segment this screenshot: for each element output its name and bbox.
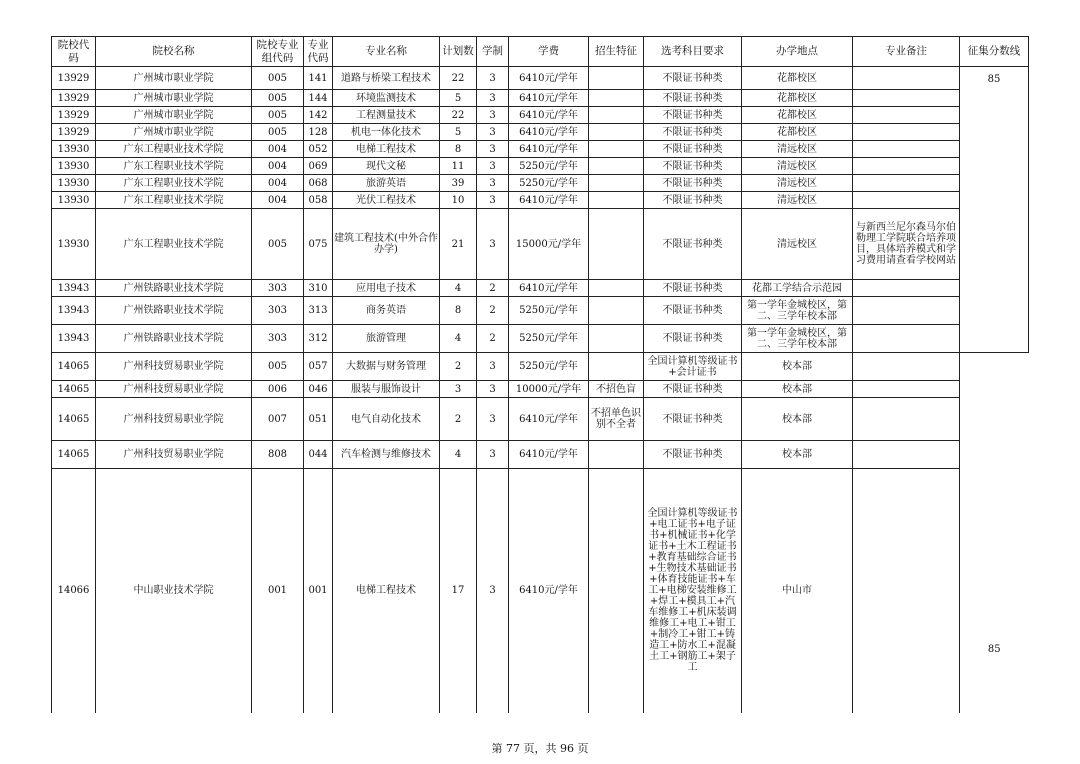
cell-years: 3 xyxy=(477,67,509,90)
table-row xyxy=(52,297,1029,325)
column-header: 专业代码 xyxy=(304,37,333,67)
cell-location: 花都工学结合示范园 xyxy=(742,280,853,297)
cell-plan: 10 xyxy=(440,192,477,209)
cell-major-code: 142 xyxy=(304,107,333,124)
cell-major: 环境监测技术 xyxy=(333,90,440,107)
cell-school: 广州科技贸易职业学院 xyxy=(96,441,252,469)
cell-feature xyxy=(589,469,644,713)
cell-note xyxy=(853,353,960,381)
cell-fee: 6410元/学年 xyxy=(509,124,589,141)
cell-group: 001 xyxy=(252,469,304,713)
cell-group: 005 xyxy=(252,90,304,107)
cell-note: 与新西兰尼尔森马尔伯勒理工学院联合培养项目，具体培养模式和学习费用请查看学校网站 xyxy=(853,209,960,280)
cell-major-code: 051 xyxy=(304,398,333,441)
cell-location: 校本部 xyxy=(742,381,853,398)
cell-major-code: 069 xyxy=(304,158,333,175)
cell-code: 13930 xyxy=(52,158,96,175)
cell-major-code: 144 xyxy=(304,90,333,107)
cell-requirement: 不限证书种类 xyxy=(644,124,742,141)
cell-code: 13930 xyxy=(52,209,96,280)
cell-requirement: 不限证书种类 xyxy=(644,192,742,209)
cell-major: 大数据与财务管理 xyxy=(333,353,440,381)
cell-fee: 6410元/学年 xyxy=(509,398,589,441)
cell-code: 13929 xyxy=(52,90,96,107)
cell-code: 13943 xyxy=(52,297,96,325)
cell-years: 2 xyxy=(477,325,509,353)
cell-feature: 不招色盲 xyxy=(589,381,644,398)
cell-major: 服装与服饰设计 xyxy=(333,381,440,398)
cell-fee: 6410元/学年 xyxy=(509,141,589,158)
cell-plan: 8 xyxy=(440,141,477,158)
cell-fee: 6410元/学年 xyxy=(509,192,589,209)
cell-major-code: 128 xyxy=(304,124,333,141)
cell-major-code: 310 xyxy=(304,280,333,297)
cell-major: 机电一体化技术 xyxy=(333,124,440,141)
cell-group: 303 xyxy=(252,280,304,297)
cell-major: 建筑工程技术(中外合作办学) xyxy=(333,209,440,280)
cell-group: 005 xyxy=(252,353,304,381)
column-header: 专业名称 xyxy=(333,37,440,67)
cell-note xyxy=(853,192,960,209)
cell-school: 广州城市职业学院 xyxy=(96,90,252,107)
cell-group: 004 xyxy=(252,141,304,158)
cell-plan: 4 xyxy=(440,325,477,353)
cell-feature xyxy=(589,192,644,209)
cell-feature xyxy=(589,353,644,381)
cell-location: 第一学年金城校区，第二、三学年校本部 xyxy=(742,297,853,325)
cell-group: 004 xyxy=(252,175,304,192)
cell-location: 中山市 xyxy=(742,469,853,713)
cell-plan: 2 xyxy=(440,398,477,441)
cell-fee: 10000元/学年 xyxy=(509,381,589,398)
cell-requirement: 不限证书种类 xyxy=(644,107,742,124)
table-row xyxy=(52,381,1029,398)
table-row xyxy=(52,398,1029,441)
cell-major: 工程测量技术 xyxy=(333,107,440,124)
cell-code: 13930 xyxy=(52,141,96,158)
cell-years: 2 xyxy=(477,280,509,297)
cell-note xyxy=(853,398,960,441)
table-row xyxy=(52,124,1029,141)
cell-major-code: 313 xyxy=(304,297,333,325)
cell-note xyxy=(853,158,960,175)
cell-group: 005 xyxy=(252,67,304,90)
cell-years: 3 xyxy=(477,107,509,124)
cell-code: 13943 xyxy=(52,280,96,297)
column-header: 选考科目要求 xyxy=(644,37,742,67)
column-header: 招生特征 xyxy=(589,37,644,67)
cell-code: 14065 xyxy=(52,398,96,441)
cell-fee: 6410元/学年 xyxy=(509,441,589,469)
cell-location: 校本部 xyxy=(742,353,853,381)
cell-feature xyxy=(589,209,644,280)
column-header: 院校专业组代码 xyxy=(252,37,304,67)
cutoff-score: 85 xyxy=(960,67,1029,353)
cell-code: 14065 xyxy=(52,441,96,469)
cell-requirement: 不限证书种类 xyxy=(644,209,742,280)
cell-location: 清远校区 xyxy=(742,141,853,158)
column-header: 院校代码 xyxy=(52,37,96,67)
cell-fee: 5250元/学年 xyxy=(509,297,589,325)
cell-plan: 22 xyxy=(440,67,477,90)
cell-note xyxy=(853,381,960,398)
cell-plan: 4 xyxy=(440,441,477,469)
cell-years: 3 xyxy=(477,90,509,107)
cell-feature xyxy=(589,141,644,158)
cell-school: 广州科技贸易职业学院 xyxy=(96,381,252,398)
cell-note xyxy=(853,441,960,469)
cell-plan: 39 xyxy=(440,175,477,192)
cell-feature: 不招单色识别不全者 xyxy=(589,398,644,441)
cell-plan: 2 xyxy=(440,353,477,381)
cell-note xyxy=(853,107,960,124)
cell-major-code: 068 xyxy=(304,175,333,192)
cell-major-code: 057 xyxy=(304,353,333,381)
cell-major: 汽车检测与维修技术 xyxy=(333,441,440,469)
cell-major-code: 058 xyxy=(304,192,333,209)
table-row xyxy=(52,192,1029,209)
cell-major-code: 075 xyxy=(304,209,333,280)
cell-major-code: 001 xyxy=(304,469,333,713)
cell-group: 004 xyxy=(252,158,304,175)
cell-note xyxy=(853,469,960,713)
cell-feature xyxy=(589,441,644,469)
cell-feature xyxy=(589,158,644,175)
column-header: 办学地点 xyxy=(742,37,853,67)
cell-feature xyxy=(589,67,644,90)
cell-location: 清远校区 xyxy=(742,175,853,192)
cell-note xyxy=(853,297,960,325)
cell-major: 光伏工程技术 xyxy=(333,192,440,209)
table-row xyxy=(52,141,1029,158)
cell-group: 007 xyxy=(252,398,304,441)
cell-location: 第一学年金城校区，第二、三学年校本部 xyxy=(742,325,853,353)
cell-note xyxy=(853,280,960,297)
cell-major: 道路与桥梁工程技术 xyxy=(333,67,440,90)
cell-location: 校本部 xyxy=(742,398,853,441)
column-header: 学制 xyxy=(477,37,509,67)
cell-major-code: 046 xyxy=(304,381,333,398)
cell-code: 13929 xyxy=(52,107,96,124)
cell-major: 现代文秘 xyxy=(333,158,440,175)
cell-years: 3 xyxy=(477,353,509,381)
cell-major: 电气自动化技术 xyxy=(333,398,440,441)
cell-school: 广东工程职业技术学院 xyxy=(96,158,252,175)
cell-major: 旅游管理 xyxy=(333,325,440,353)
cell-requirement: 不限证书种类 xyxy=(644,67,742,90)
cell-code: 14066 xyxy=(52,469,96,713)
cell-school: 广州城市职业学院 xyxy=(96,124,252,141)
cell-plan: 8 xyxy=(440,297,477,325)
table-row xyxy=(52,441,1029,469)
cell-feature xyxy=(589,325,644,353)
table-row xyxy=(52,325,1029,353)
cell-years: 3 xyxy=(477,441,509,469)
cell-fee: 5250元/学年 xyxy=(509,353,589,381)
cell-school: 广州铁路职业技术学院 xyxy=(96,297,252,325)
cell-location: 清远校区 xyxy=(742,209,853,280)
cell-fee: 5250元/学年 xyxy=(509,325,589,353)
cell-plan: 4 xyxy=(440,280,477,297)
cell-major: 电梯工程技术 xyxy=(333,469,440,713)
cell-group: 004 xyxy=(252,192,304,209)
table-row xyxy=(52,209,1029,280)
cell-note xyxy=(853,124,960,141)
column-header: 征集分数线 xyxy=(960,37,1029,67)
cell-group: 303 xyxy=(252,325,304,353)
cell-note xyxy=(853,325,960,353)
cell-school: 广州城市职业学院 xyxy=(96,67,252,90)
cell-location: 清远校区 xyxy=(742,158,853,175)
cell-code: 13943 xyxy=(52,325,96,353)
cell-note xyxy=(853,141,960,158)
table-row xyxy=(52,107,1029,124)
cell-years: 2 xyxy=(477,297,509,325)
cell-plan: 5 xyxy=(440,124,477,141)
cell-major-code: 312 xyxy=(304,325,333,353)
cell-group: 005 xyxy=(252,107,304,124)
cell-requirement: 不限证书种类 xyxy=(644,325,742,353)
cell-years: 3 xyxy=(477,124,509,141)
cell-note xyxy=(853,175,960,192)
cell-feature xyxy=(589,297,644,325)
column-header: 专业备注 xyxy=(853,37,960,67)
cell-requirement: 不限证书种类 xyxy=(644,158,742,175)
cell-school: 广东工程职业技术学院 xyxy=(96,141,252,158)
table-row xyxy=(52,280,1029,297)
cell-requirement: 不限证书种类 xyxy=(644,141,742,158)
cell-fee: 5250元/学年 xyxy=(509,175,589,192)
cell-major-code: 141 xyxy=(304,67,333,90)
cell-school: 广东工程职业技术学院 xyxy=(96,209,252,280)
cell-requirement: 不限证书种类 xyxy=(644,441,742,469)
cell-code: 13930 xyxy=(52,192,96,209)
cell-major-code: 052 xyxy=(304,141,333,158)
cell-years: 3 xyxy=(477,398,509,441)
cell-major: 商务英语 xyxy=(333,297,440,325)
cell-code: 13930 xyxy=(52,175,96,192)
cell-fee: 6410元/学年 xyxy=(509,469,589,713)
cell-code: 13929 xyxy=(52,124,96,141)
cell-years: 3 xyxy=(477,209,509,280)
cell-requirement: 不限证书种类 xyxy=(644,398,742,441)
cell-note xyxy=(853,67,960,90)
page-footer: 第 77 页，共 96 页 xyxy=(491,742,589,755)
cell-requirement: 全国计算机等级证书+电工证书+电子证书+机械证书+化学证书+土木工程证书+教育基础综合证书+生物技术基础证书+体育技能证书+车工+电梯安装维修工+焊工+模具工+汽车维修工+机床装调维修工+电工+钳工+制冷工+钳工+铸造工+防水工+混凝土工+钢筋工+架子工 xyxy=(644,469,742,713)
cell-plan: 21 xyxy=(440,209,477,280)
cell-fee: 6410元/学年 xyxy=(509,107,589,124)
cell-feature xyxy=(589,90,644,107)
cell-plan: 17 xyxy=(440,469,477,713)
cell-group: 005 xyxy=(252,124,304,141)
cell-feature xyxy=(589,280,644,297)
cell-location: 花都校区 xyxy=(742,107,853,124)
cell-requirement: 不限证书种类 xyxy=(644,297,742,325)
table-row xyxy=(52,158,1029,175)
cell-code: 14065 xyxy=(52,353,96,381)
cell-location: 花都校区 xyxy=(742,124,853,141)
cell-feature xyxy=(589,175,644,192)
table-row xyxy=(52,90,1029,107)
cell-years: 3 xyxy=(477,175,509,192)
cutoff-score: 85 xyxy=(960,353,1029,713)
cell-fee: 5250元/学年 xyxy=(509,158,589,175)
cell-requirement: 不限证书种类 xyxy=(644,175,742,192)
cell-major: 电梯工程技术 xyxy=(333,141,440,158)
cell-location: 花都校区 xyxy=(742,90,853,107)
cell-note xyxy=(853,90,960,107)
cell-code: 14065 xyxy=(52,381,96,398)
cell-code: 13929 xyxy=(52,67,96,90)
cell-school: 广东工程职业技术学院 xyxy=(96,192,252,209)
cell-years: 3 xyxy=(477,469,509,713)
cell-location: 清远校区 xyxy=(742,192,853,209)
cell-location: 校本部 xyxy=(742,441,853,469)
cell-major: 旅游英语 xyxy=(333,175,440,192)
cell-fee: 6410元/学年 xyxy=(509,280,589,297)
column-header: 计划数 xyxy=(440,37,477,67)
cell-requirement: 全国计算机等级证书+会计证书 xyxy=(644,353,742,381)
table-row xyxy=(52,469,1029,713)
cell-school: 广州铁路职业技术学院 xyxy=(96,325,252,353)
cell-plan: 3 xyxy=(440,381,477,398)
cell-group: 303 xyxy=(252,297,304,325)
cell-years: 3 xyxy=(477,192,509,209)
cell-school: 广州铁路职业技术学院 xyxy=(96,280,252,297)
table-row xyxy=(52,67,1029,90)
cell-years: 3 xyxy=(477,141,509,158)
cell-feature xyxy=(589,107,644,124)
cell-plan: 22 xyxy=(440,107,477,124)
cell-fee: 6410元/学年 xyxy=(509,90,589,107)
column-header: 院校名称 xyxy=(96,37,252,67)
cell-years: 3 xyxy=(477,381,509,398)
cell-requirement: 不限证书种类 xyxy=(644,90,742,107)
cell-requirement: 不限证书种类 xyxy=(644,280,742,297)
cell-requirement: 不限证书种类 xyxy=(644,381,742,398)
admission-table xyxy=(51,36,1029,713)
cell-group: 808 xyxy=(252,441,304,469)
cell-feature xyxy=(589,124,644,141)
cell-plan: 11 xyxy=(440,158,477,175)
table-row xyxy=(52,353,1029,381)
cell-school: 广州城市职业学院 xyxy=(96,107,252,124)
cell-plan: 5 xyxy=(440,90,477,107)
cell-fee: 15000元/学年 xyxy=(509,209,589,280)
column-header: 学费 xyxy=(509,37,589,67)
cell-school: 广州科技贸易职业学院 xyxy=(96,398,252,441)
table-row xyxy=(52,175,1029,192)
cell-school: 广东工程职业技术学院 xyxy=(96,175,252,192)
header-row xyxy=(52,37,1029,67)
cell-school: 中山职业技术学院 xyxy=(96,469,252,713)
cell-fee: 6410元/学年 xyxy=(509,67,589,90)
cell-location: 花都校区 xyxy=(742,67,853,90)
cell-group: 006 xyxy=(252,381,304,398)
cell-major: 应用电子技术 xyxy=(333,280,440,297)
cell-group: 005 xyxy=(252,209,304,280)
cell-years: 3 xyxy=(477,158,509,175)
cell-school: 广州科技贸易职业学院 xyxy=(96,353,252,381)
cell-major-code: 044 xyxy=(304,441,333,469)
